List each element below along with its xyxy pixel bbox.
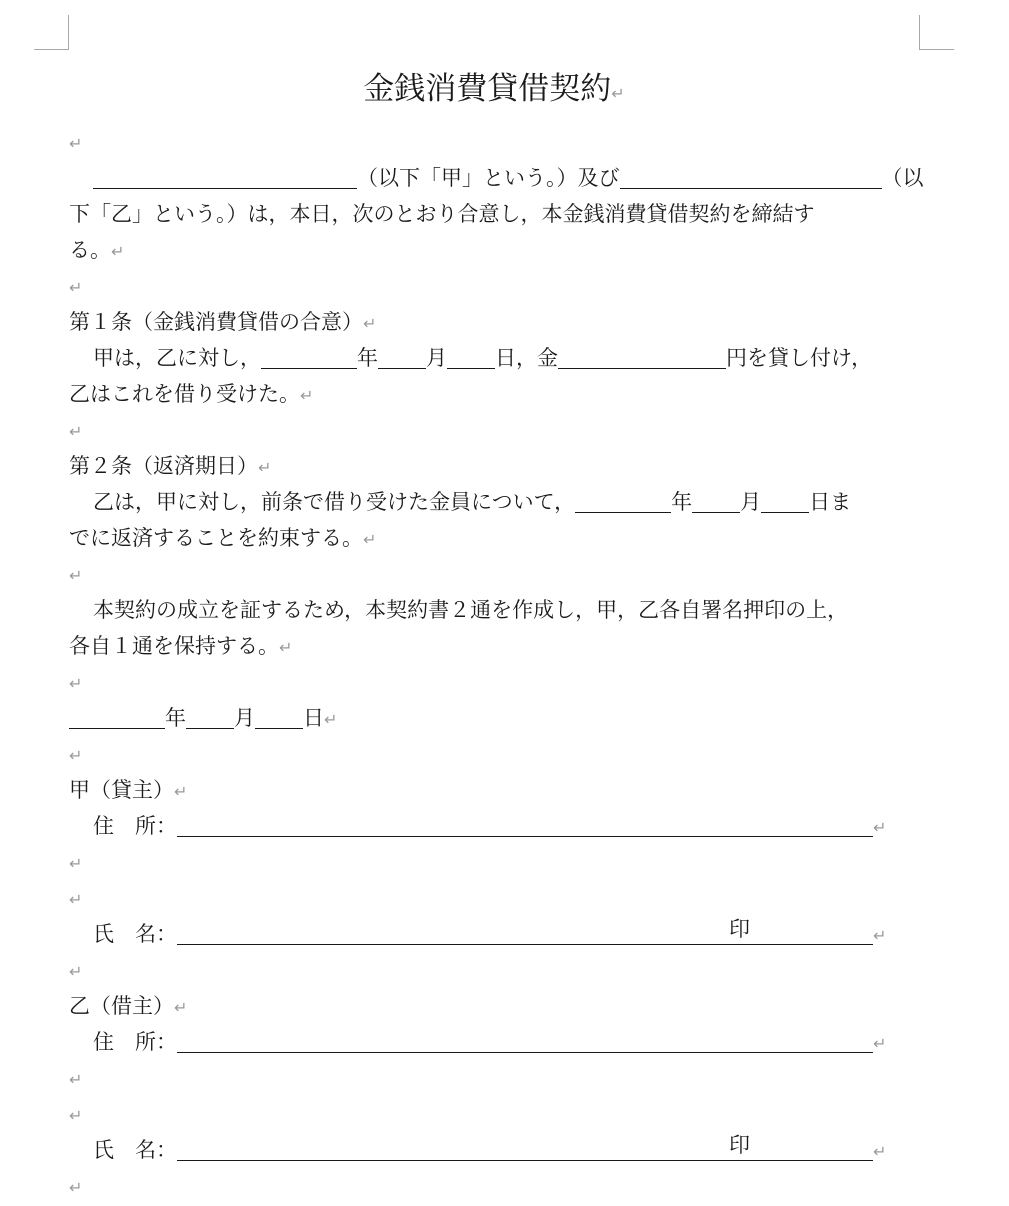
lender-seal-mark: 印 [729, 917, 750, 941]
contract-date-line: 年 月 日↵ [69, 700, 337, 736]
contract-year-blank[interactable] [69, 706, 165, 729]
empty-paragraph [69, 1096, 82, 1132]
repay-year-blank[interactable] [575, 490, 671, 513]
return-mark-icon: ↵ [363, 314, 377, 333]
return-mark-icon: ↵ [300, 386, 314, 405]
page-corner-mark-top-right [919, 15, 954, 50]
return-mark-icon: ↵ [69, 566, 83, 585]
return-mark-icon: ↵ [69, 1178, 83, 1197]
lender-signature-blank[interactable] [177, 917, 873, 945]
article-1-line-2: 乙はこれを借り受けた。↵ [69, 382, 314, 406]
empty-paragraph [69, 268, 82, 304]
document-title: 金銭消費貸借契約↵ [363, 71, 625, 107]
borrower-name-line: 氏 名： 印 ↵ [69, 1132, 886, 1168]
empty-paragraph [69, 124, 82, 160]
loan-year-blank[interactable] [261, 346, 357, 369]
intro-line-1: （以下「甲」という。）及び （以 [69, 160, 924, 196]
borrower-address-blank[interactable] [177, 1030, 873, 1053]
return-mark-icon: ↵ [873, 1034, 887, 1053]
borrower-seal-mark: 印 [729, 1133, 750, 1157]
return-mark-icon: ↵ [111, 242, 125, 261]
empty-paragraph [69, 412, 82, 448]
return-mark-icon: ↵ [69, 1070, 83, 1089]
return-mark-icon: ↵ [69, 962, 83, 981]
empty-paragraph [69, 736, 82, 772]
empty-paragraph [69, 664, 82, 700]
empty-paragraph [69, 952, 82, 988]
return-mark-icon: ↵ [69, 854, 83, 873]
return-mark-icon: ↵ [69, 134, 83, 153]
article-2-line-1: 乙は，甲に対し，前条で借り受けた金員について， 年 月 日ま [93, 490, 852, 514]
article-1-line-1: 甲は，乙に対し， 年 月 日，金 円を貸し付け， [93, 346, 873, 370]
lender-name-line: 氏 名： 印 ↵ [69, 916, 886, 952]
empty-paragraph [69, 844, 82, 880]
closing-line-1: 本契約の成立を証するため，本契約書２通を作成し，甲，乙各自署名押印の上， [93, 598, 849, 622]
empty-paragraph [69, 1060, 82, 1096]
closing-line-2: 各自１通を保持する。↵ [69, 634, 293, 658]
return-mark-icon: ↵ [69, 1106, 83, 1125]
article-2-line-2: でに返済することを約束する。↵ [69, 526, 377, 550]
return-mark-icon: ↵ [69, 674, 83, 693]
loan-month-blank[interactable] [378, 346, 426, 369]
borrower-signature-blank[interactable] [177, 1133, 873, 1161]
borrower-address-line: 住 所： ↵ [93, 1030, 887, 1054]
return-mark-icon: ↵ [873, 926, 887, 945]
lender-address-line: 住 所： ↵ [93, 814, 887, 838]
return-mark-icon: ↵ [324, 710, 338, 729]
lender-address-blank[interactable] [177, 814, 873, 837]
page-corner-mark-top-left [34, 15, 69, 50]
empty-paragraph [69, 556, 82, 592]
loan-amount-blank[interactable] [558, 346, 726, 369]
return-mark-icon: ↵ [279, 638, 293, 657]
repay-month-blank[interactable] [692, 490, 740, 513]
return-mark-icon: ↵ [69, 422, 83, 441]
empty-paragraph [69, 880, 82, 916]
return-mark-icon: ↵ [69, 890, 83, 909]
article-2-heading: 第２条（返済期日）↵ [69, 454, 272, 478]
return-mark-icon: ↵ [363, 530, 377, 549]
loan-day-blank[interactable] [447, 346, 495, 369]
return-mark-icon: ↵ [174, 998, 188, 1017]
return-mark-icon: ↵ [873, 818, 887, 837]
lender-label: 甲（貸主）↵ [69, 778, 188, 802]
return-mark-icon: ↵ [873, 1142, 887, 1161]
article-1-heading: 第１条（金銭消費貸借の合意）↵ [69, 310, 377, 334]
lender-name-blank[interactable] [93, 166, 357, 189]
return-mark-icon: ↵ [69, 746, 83, 765]
intro-line-3: る。↵ [69, 238, 125, 262]
repay-day-blank[interactable] [761, 490, 809, 513]
borrower-name-blank[interactable] [620, 166, 882, 189]
return-mark-icon: ↵ [69, 278, 83, 297]
return-mark-icon: ↵ [611, 84, 625, 103]
empty-paragraph [69, 1168, 82, 1204]
return-mark-icon: ↵ [258, 458, 272, 477]
intro-line-2: 下「乙」という。）は，本日，次のとおり合意し，本金銭消費貸借契約を締結す [69, 202, 815, 226]
contract-month-blank[interactable] [186, 706, 234, 729]
borrower-label: 乙（借主）↵ [69, 994, 188, 1018]
contract-day-blank[interactable] [255, 706, 303, 729]
return-mark-icon: ↵ [174, 782, 188, 801]
